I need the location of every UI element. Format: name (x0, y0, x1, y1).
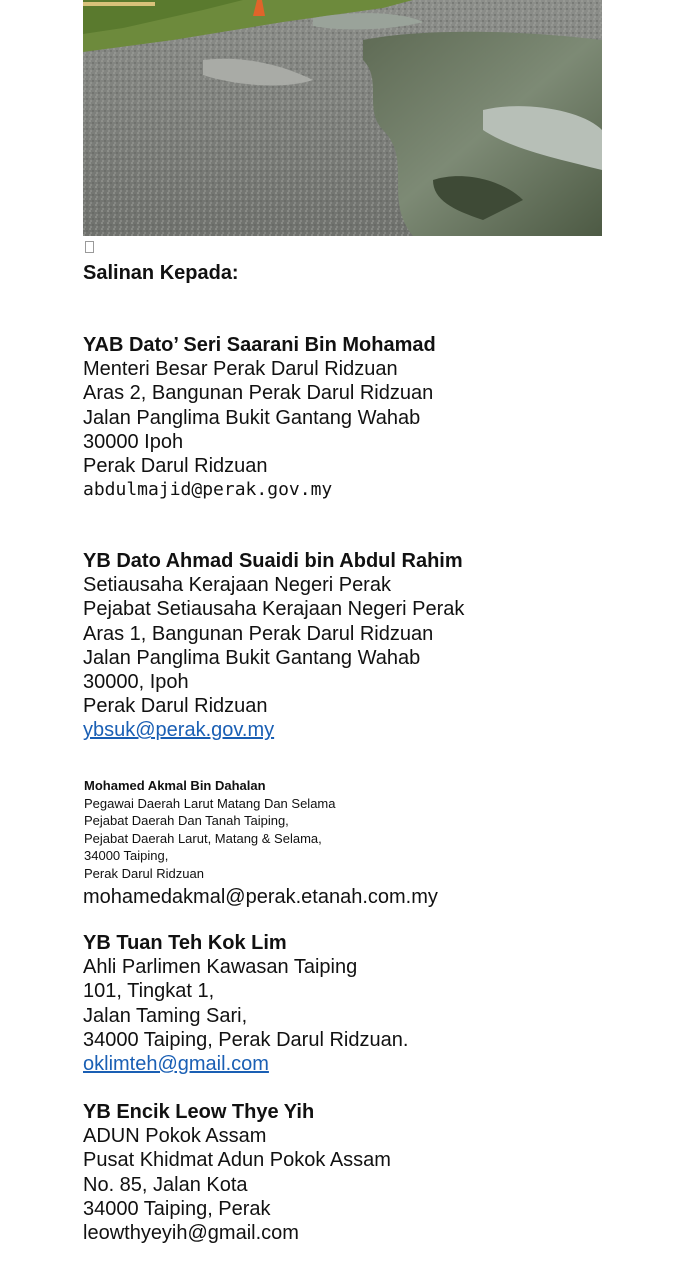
recipient-name: YB Dato Ahmad Suaidi bin Abdul Rahim (83, 550, 463, 572)
address-line: Jalan Panglima Bukit Gantang Wahab (83, 646, 421, 669)
address-line: 34000 Taiping, Perak Darul Ridzuan. (83, 1028, 409, 1051)
address-line: Aras 1, Bangunan Perak Darul Ridzuan (83, 622, 434, 645)
recipient-3 (84, 777, 438, 909)
address-line: 30000 Ipoh (83, 430, 184, 453)
address-line: Pusat Khidmat Adun Pokok Assam (83, 1149, 391, 1172)
address-line: 30000, Ipoh (83, 671, 189, 694)
cc-heading: Salinan Kepada: (83, 262, 239, 284)
missing-glyph-box (85, 241, 94, 253)
address-line: Perak Darul Ridzuan (84, 865, 204, 881)
recipient-5 (83, 1100, 391, 1245)
address-line: Pejabat Daerah Dan Tanah Taiping, (84, 813, 289, 829)
address-line: Pegawai Daerah Larut Matang Dan Selama (84, 795, 336, 811)
road-puddle-image (83, 0, 602, 236)
address-line: No. 85, Jalan Kota (83, 1173, 248, 1196)
recipient-email-link[interactable]: oklimteh@gmail.com (83, 1053, 269, 1076)
recipient-email: mohamedakmal@perak.etanah.com.my (83, 885, 438, 908)
address-line: 101, Tingkat 1, (83, 980, 215, 1003)
address-line: 34000 Taiping, (84, 848, 169, 864)
address-line: Jalan Panglima Bukit Gantang Wahab (83, 406, 421, 429)
address-line: Perak Darul Ridzuan (83, 695, 268, 718)
address-line: ADUN Pokok Assam (83, 1125, 267, 1148)
address-line: Pejabat Setiausaha Kerajaan Negeri Perak (83, 598, 465, 621)
road-puddle-photo (83, 0, 602, 236)
recipient-name: YAB Dato’ Seri Saarani Bin Mohamad (83, 334, 436, 356)
address-line: Ahli Parlimen Kawasan Taiping (83, 956, 358, 979)
address-line: Perak Darul Ridzuan (83, 455, 268, 478)
recipient-name: YB Encik Leow Thye Yih (83, 1101, 315, 1123)
address-line: 34000 Taiping, Perak (83, 1197, 271, 1220)
address-line: Setiausaha Kerajaan Negeri Perak (83, 574, 391, 597)
recipient-email: leowthyeyih@gmail.com (83, 1222, 299, 1245)
recipient-name: YB Tuan Teh Kok Lim (83, 932, 287, 954)
address-line: Menteri Besar Perak Darul Ridzuan (83, 358, 398, 381)
recipient-1 (83, 333, 436, 502)
recipient-name: Mohamed Akmal Bin Dahalan (84, 778, 266, 793)
address-line: Pejabat Daerah Larut, Matang & Selama, (84, 830, 322, 846)
address-line: Jalan Taming Sari, (83, 1004, 248, 1027)
recipient-4 (83, 931, 408, 1076)
recipient-2 (83, 549, 464, 743)
recipient-email-link[interactable]: ybsuk@perak.gov.my (83, 719, 275, 742)
recipient-email: abdulmajid@perak.gov.my (83, 479, 333, 501)
address-line: Aras 2, Bangunan Perak Darul Ridzuan (83, 382, 434, 405)
